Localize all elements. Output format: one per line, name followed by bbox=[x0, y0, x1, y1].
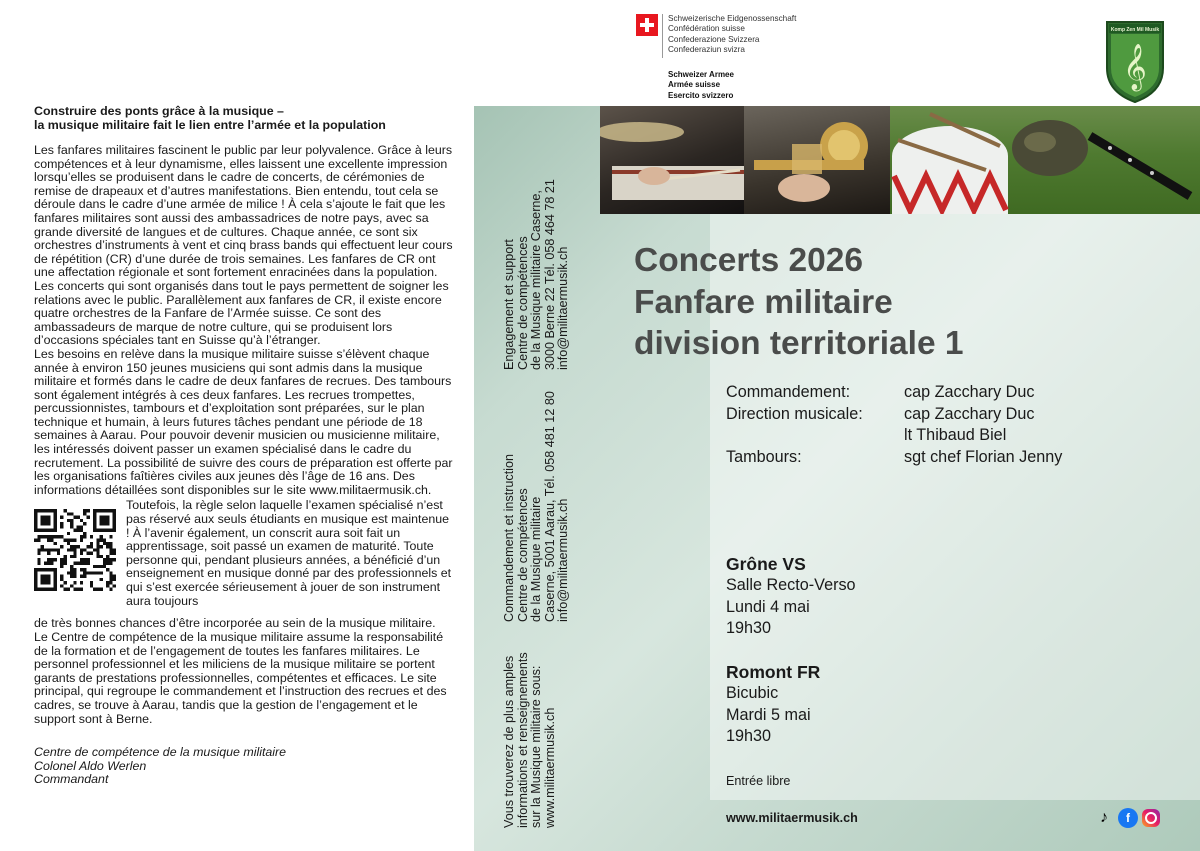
title-line3: division territoriale 1 bbox=[634, 325, 964, 362]
confederation-names bbox=[668, 14, 796, 56]
title-line1: Concerts 2026 bbox=[634, 242, 864, 279]
social-icons bbox=[1094, 808, 1160, 828]
staff-list bbox=[726, 382, 1062, 468]
staff-role bbox=[726, 425, 904, 447]
event-date: Lundi 4 mai bbox=[726, 597, 810, 616]
badge-text: Komp Zen Mil Musik bbox=[1110, 27, 1160, 33]
left-heading-line2: la musique militaire fait le lien entre l’armée et la population bbox=[34, 118, 386, 132]
staff-role: Commandement: bbox=[726, 383, 851, 401]
drummer-photo bbox=[600, 106, 744, 214]
paragraph-3-beside-qr: Toutefois, la règle selon laquelle l’examen spécialisé n’est pas réservé aux seuls étudiants en musique est maintenue ! À l’avenir également, un conscrit aura soit fait un apprentissage, soit passé un examen de maturité. Toute personne qui, pendant plusieurs années, a bénéficié d’un enseignement en musique donné par des professionnels et qui s’est exercée sérieusement à jouer de son instrument aura toujours bbox=[126, 498, 452, 608]
army-de: Schweizer Armee bbox=[668, 70, 734, 79]
facebook-icon[interactable]: f bbox=[1118, 808, 1138, 828]
photo-strip bbox=[600, 106, 1200, 214]
event-date: Mardi 5 mai bbox=[726, 705, 811, 724]
green-background-panel bbox=[474, 106, 1200, 851]
signature-line3: Commandant bbox=[34, 772, 109, 787]
paragraph-2: Les besoins en relève dans la musique militaire suisse s’élèvent chaque année à environ 150 jeunes musiciens qui sont admis dans la musique militaire et formés dans le cadre de deux fanfares de recrues. Des tambours sont également intégrés à ces deux fanfares. Les recrues trompettes, percussionnistes, tambours et d’exploitation sont préparées, sur le plan technique et humain, à leurs futures tâches pendant une période de 18 semaines à Aarau. Pour pouvoir devenir musicien ou musicienne militaire, les intéressés doivent passer un examen spécialisé dans le cadre du recrutement. La possibilité de suivre des cours de préparation est offerte par les organisations faîtières civiles aux jeunes dès l’âge de 16 ans. Des informations détaillées sont disponibles sur le site www.militaermusik.ch. bbox=[34, 346, 453, 497]
army-it: Esercito svizzero bbox=[668, 90, 734, 100]
staff-row bbox=[726, 447, 1062, 469]
army-fr: Armée suisse bbox=[668, 80, 721, 90]
paragraph-3-continued: de très bonnes chances d’être incorporée au sein de la musique militaire. bbox=[34, 616, 436, 631]
tiktok-icon[interactable]: ♪ bbox=[1100, 809, 1108, 826]
contact-more-info: Vous trouverez de plus amples informations et renseignements sur la Musique militaire sous: www.militaermusik.ch bbox=[502, 652, 557, 828]
trumpet-photo bbox=[744, 106, 890, 214]
confed-rm: Confederaziun svizra bbox=[668, 45, 745, 55]
signature-line1: Centre de compétence de la musique militaire bbox=[34, 745, 287, 760]
instagram-icon[interactable] bbox=[1142, 809, 1160, 827]
staff-role: Tambours: bbox=[726, 447, 802, 466]
signature-block bbox=[34, 746, 454, 787]
army-names bbox=[668, 70, 734, 101]
qr-code-icon[interactable] bbox=[34, 509, 116, 591]
concert-title bbox=[634, 240, 964, 365]
confed-de: Schweizerische Eidgenossenschaft bbox=[668, 14, 797, 23]
left-heading-line1: Construire des ponts grâce à la musique – bbox=[34, 104, 284, 118]
swiss-flag-icon bbox=[636, 14, 658, 36]
military-music-badge-icon bbox=[1104, 18, 1166, 104]
header-divider bbox=[662, 14, 663, 58]
staff-row bbox=[726, 404, 1062, 426]
paragraph-1: Les fanfares militaires fascinent le public par leur polyvalence. Grâce à leurs compétences et à leur dynamisme, elles laissent une excellente impression lorsqu’elles se produisent dans le cadre de concerts, de cérémonies de remise de drapeaux et d’autres manifestations. Bien entendu, tout cela se déroule dans le cadre d’une armée de milice ! À cela s’ajoute le fait que les fanfares militaires sont aussi des ambassadrices de notre pays, avec sa grande diversité de langues et de cultures. Chaque année, ce sont six orchestres d’instruments à vent et cinq brass bands qui effectuent leur cours de répétition (CR) d’une durée de trois semaines. Les fanfares de CR ont une affectation régionale et sont fortement enracinées dans la population. Les concerts qui sont organisés dans tout le pays permettent de soigner les relations avec le public. Parallèlement aux fanfares de CR, il existe encore quatre orchestres de la Fanfare de l’Armée suisse. Ce sont des ambassadeurs de marque de notre culture, qui se produisent lors d’occasions spéciales tant en Suisse qu’à l’étranger. bbox=[34, 143, 453, 348]
concert-event bbox=[726, 661, 820, 748]
left-heading bbox=[34, 104, 454, 132]
event-city: Grône VS bbox=[726, 554, 806, 574]
entry-note: Entrée libre bbox=[726, 774, 791, 788]
staff-name: cap Zacchary Duc bbox=[904, 404, 1035, 423]
staff-name: cap Zacchary Duc bbox=[904, 383, 1035, 401]
event-venue: Salle Recto-Verso bbox=[726, 576, 856, 594]
website-link[interactable]: www.militaermusik.ch bbox=[726, 811, 858, 825]
concert-event bbox=[726, 553, 856, 640]
staff-name: lt Thibaud Biel bbox=[904, 426, 1007, 445]
event-time: 19h30 bbox=[726, 619, 772, 637]
signature-line2: Colonel Aldo Werlen bbox=[34, 758, 147, 773]
confed-it: Confederazione Svizzera bbox=[668, 34, 760, 44]
paragraph-4: Le Centre de compétence de la musique militaire assume la responsabilité de la formation et de l’engagement de toutes les fanfares militaires. Le personnel professionnel et les miliciens de la musique militaire se portent garants de prestations professionnelles, compétentes et efficaces. Le site principal, qui regroupe le commandement et l’instruction des recrues et des cadres, se trouve à Aarau, tandis que la gestion de l’engagement et le support sont à Berne. bbox=[34, 630, 447, 726]
contact-command-instruction: Commandement et instruction Centre de compétences de la Musique militaire Caserne, 5001 Aarau, Tél. 058 481 12 80 info@militaermusik.ch bbox=[502, 391, 571, 622]
qr-section bbox=[34, 499, 454, 617]
staff-name: sgt chef Florian Jenny bbox=[904, 447, 1063, 466]
title-line2: Fanfare militaire bbox=[634, 283, 893, 321]
staff-row bbox=[726, 382, 1062, 404]
drum-clarinet-photo bbox=[890, 106, 1200, 214]
staff-row bbox=[726, 425, 1062, 447]
left-text-column bbox=[34, 104, 454, 787]
svg-text:𝄞: 𝄞 bbox=[1123, 44, 1147, 90]
event-venue: Bicubic bbox=[726, 684, 779, 702]
confed-fr: Confédération suisse bbox=[668, 24, 745, 34]
contact-engagement-support: Engagement et support Centre de compétences de la Musique militaire Caserne, 3000 Berne 22 Tél. 058 464 78 21 info@militaermusik.ch bbox=[502, 179, 571, 370]
staff-role: Direction musicale: bbox=[726, 404, 863, 423]
event-time: 19h30 bbox=[726, 727, 772, 745]
event-city: Romont FR bbox=[726, 662, 821, 682]
